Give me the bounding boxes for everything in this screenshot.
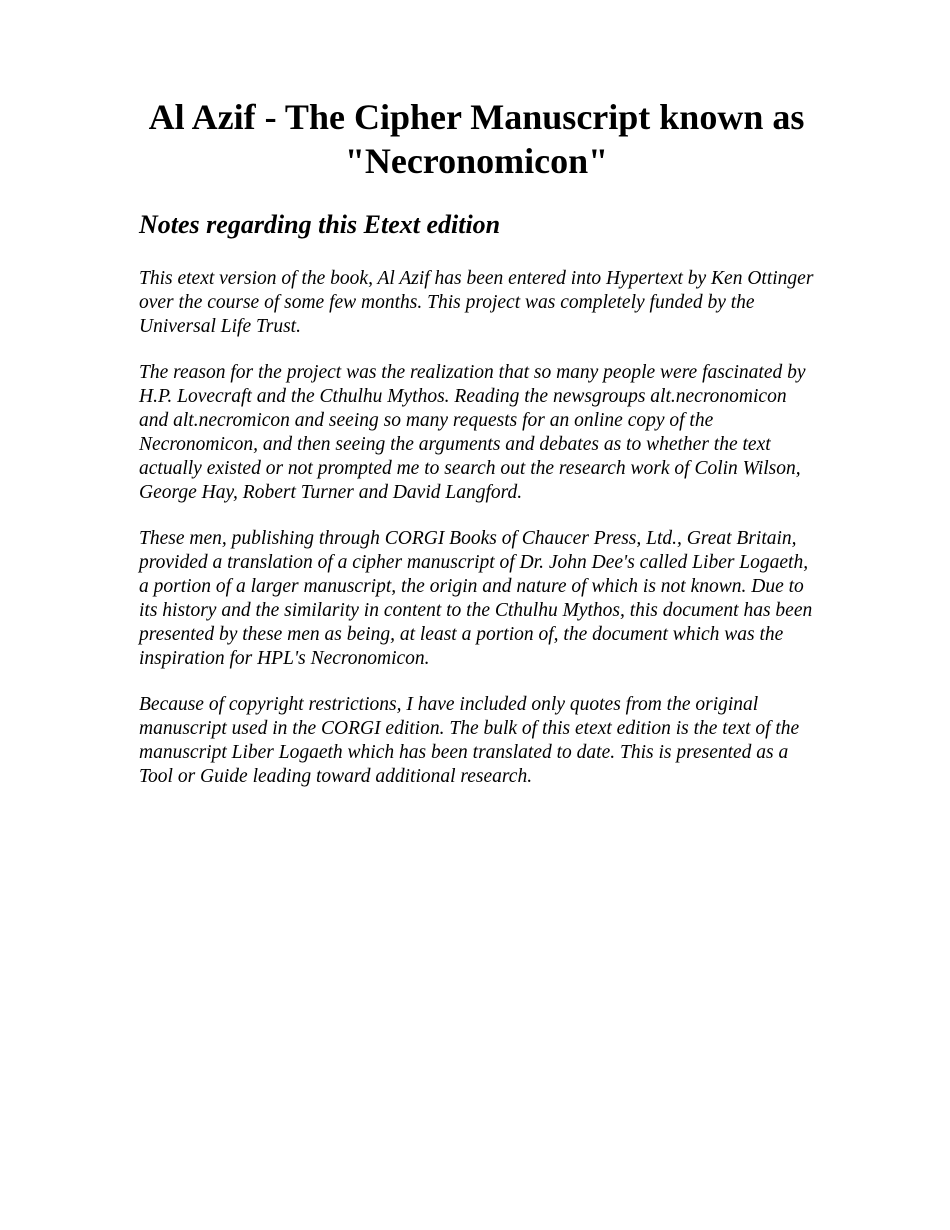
document-title: Al Azif - The Cipher Manuscript known as "Necronomicon" [148,97,805,181]
paragraph-corgi-translation: These men, publishing through CORGI Books of Chaucer Press, Ltd., Great Britain, provided a translation of a cipher manuscript of Dr. John Dee's called Liber Logaeth, a portion of a larger manuscript, the origin and nature of which is not known. Due to its history and the similarity in content to the Cthulhu Mythos, this document has been presented by these men as being, at least a portion of, the document which was the inspiration for HPL's Necronomicon. [139,528,813,669]
document-page [139,95,814,789]
section-heading: Notes regarding this Etext edition [139,210,501,239]
paragraph-project-reason: The reason for the project was the realization that so many people were fascinated by H.P. Lovecraft and the Cthulhu Mythos. Reading the newsgroups alt.necronomicon and alt.necromicon and seeing so many requests for an online copy of the Necronomicon, and then seeing the arguments and debates as to whether the text actually existed or not prompted me to search out the research work of Colin Wilson, George Hay, Robert Turner and David Langford. [139,362,806,503]
paragraph-etext-credits: This etext version of the book, Al Azif has been entered into Hypertext by Ken Ottinger over the course of some few months. This project was completely funded by the Universal Life Trust. [139,268,814,337]
paragraph-copyright-note: Because of copyright restrictions, I have included only quotes from the original manuscript used in the CORGI edition. The bulk of this etext edition is the text of the manuscript Liber Logaeth which has been translated to date. This is presented as a Tool or Guide leading toward additional research. [139,694,800,787]
